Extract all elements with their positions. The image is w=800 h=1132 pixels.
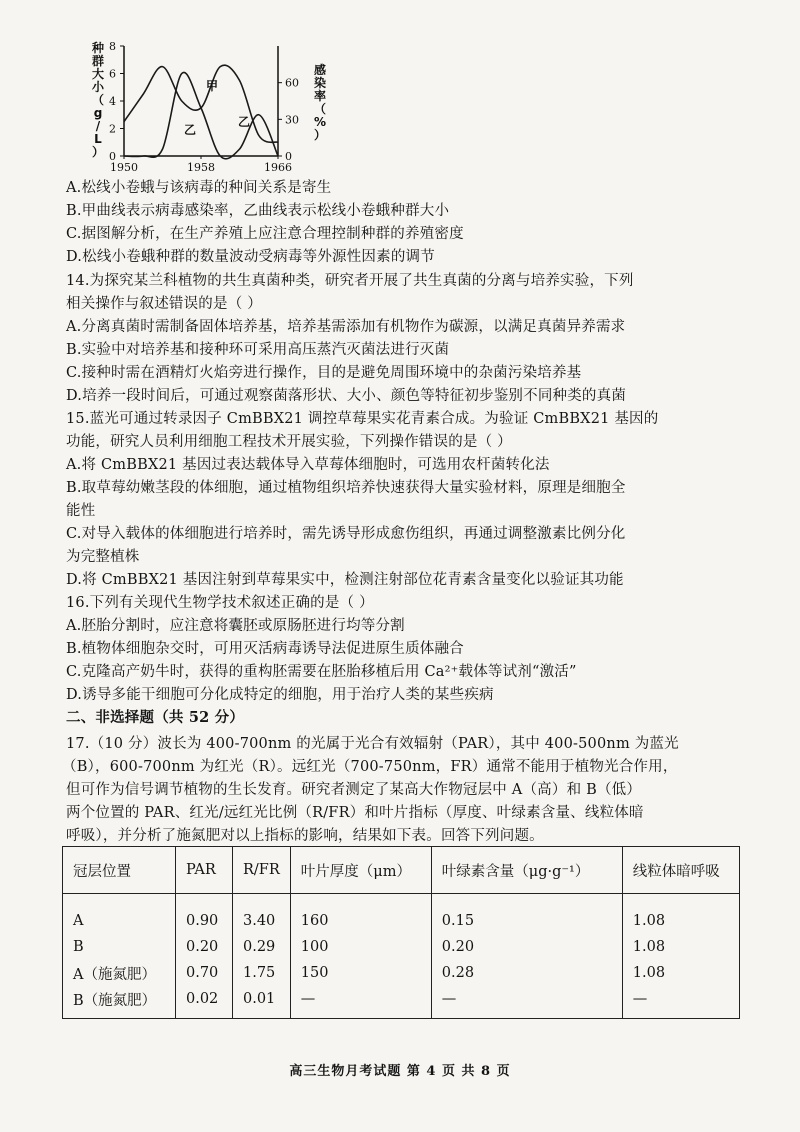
q13-option-c: C.据图解分析，在生产养殖上应注意合理控制种群的养殖密度 <box>66 226 464 242</box>
left-axis-label-char: L <box>94 132 102 146</box>
q15-stem-1: 15.蓝光可通过转录因子 CmBBX21 调控草莓果实花青素合成。为验证 CmBBX21 基因的 <box>66 411 659 427</box>
x-tick-label: 1950 <box>110 161 138 174</box>
left-axis-label-char: （ <box>91 93 105 107</box>
q15-option-c-1: C.对导入载体的体细胞进行培养时，需先诱导形成愈伤组织，再通过调整激素比例分化 <box>66 526 626 542</box>
right-axis-label-char: 率 <box>313 89 327 103</box>
q15-option-b-2: 能性 <box>66 503 96 519</box>
x-tick-label: 1958 <box>187 161 215 174</box>
table-cell: 100 <box>290 934 431 960</box>
table-row <box>63 894 740 935</box>
table-cell: B（施氮肥） <box>63 986 176 1019</box>
table-cell: 0.15 <box>431 894 622 935</box>
q15-option-d: D.将 CmBBX21 基因注射到草莓果实中，检测注射部位花青素含量变化以验证其功能 <box>66 572 624 588</box>
header-par: PAR <box>176 847 233 894</box>
q17-line-1: 17.（10 分）波长为 400-700nm 的光属于光合有效辐射（PAR），其中 400-500nm 为蓝光 <box>66 736 679 752</box>
data-table <box>62 846 740 1019</box>
table-cell: 0.28 <box>431 960 622 986</box>
q17-line-2: （B），600-700nm 为红光（R）。远红光（700-750nm，FR）通常不能用于植物光合作用， <box>62 759 678 775</box>
q15-option-b-1: B.取草莓幼嫩茎段的体细胞，通过植物组织培养快速获得大量实验材料，原理是细胞全 <box>66 480 626 496</box>
header-respiration: 线粒体暗呼吸 <box>622 847 739 894</box>
right-tick-label: 60 <box>285 76 299 90</box>
q14-option-c: C.接种时需在酒精灯火焰旁进行操作，目的是避免周围环境中的杂菌污染培养基 <box>66 365 582 381</box>
left-tick-label: 8 <box>109 40 116 53</box>
right-axis-label-char: % <box>313 115 327 129</box>
table-cell: 0.70 <box>176 960 233 986</box>
left-axis-label-char: g <box>93 106 103 120</box>
table-cell: 1.08 <box>622 934 739 960</box>
left-tick-label: 0 <box>109 150 116 163</box>
left-tick-label: 6 <box>109 67 116 81</box>
q14-stem-2: 相关操作与叙述错误的是（ ） <box>66 296 262 312</box>
q13-option-b: B.甲曲线表示病毒感染率，乙曲线表示松线小卷蛾种群大小 <box>66 203 450 219</box>
table-cell: 3.40 <box>233 894 291 935</box>
series-label: 乙 <box>238 115 251 129</box>
left-axis-label-char: 种 <box>91 41 105 55</box>
q14-option-d: D.培养一段时间后，可通过观察菌落形状、大小、颜色等特征初步鉴别不同种类的真菌 <box>66 388 627 404</box>
table-cell: 0.20 <box>176 934 233 960</box>
right-axis-label-char: （ <box>313 102 327 116</box>
q16-option-a: A.胚胎分割时，应注意将囊胚或原肠胚进行均等分割 <box>66 618 405 634</box>
section-heading: 二、非选择题（共 52 分） <box>66 709 245 726</box>
q15-option-c-2: 为完整植株 <box>66 549 140 565</box>
table-cell: 0.29 <box>233 934 291 960</box>
table-cell: 0.01 <box>233 986 291 1019</box>
series-line-yi <box>124 72 278 158</box>
header-thickness: 叶片厚度（μm） <box>290 847 431 894</box>
data-table-wrap <box>62 846 740 1019</box>
table-row <box>63 960 740 986</box>
left-axis-label-char: ） <box>91 145 105 159</box>
table-body <box>63 894 740 1019</box>
q16-option-b: B.植物体细胞杂交时，可用灭活病毒诱导法促进原生质体融合 <box>66 641 464 657</box>
table-cell: A（施氮肥） <box>63 960 176 986</box>
q13-option-d: D.松线小卷蛾种群的数量波动受病毒等外源性因素的调节 <box>66 249 435 265</box>
header-position: 冠层位置 <box>63 847 176 894</box>
table-cell: 1.08 <box>622 894 739 935</box>
left-axis-label-char: / <box>95 119 101 133</box>
population-chart <box>88 38 348 178</box>
right-axis-label-char: 感 <box>313 63 327 77</box>
table-cell: 0.90 <box>176 894 233 935</box>
table-cell: 150 <box>290 960 431 986</box>
page-footer: 高三生物月考试题 第 4 页 共 8 页 <box>289 1064 511 1079</box>
q17-line-4: 两个位置的 PAR、红光/远红光比例（R/FR）和叶片指标（厚度、叶绿素含量、线粒体暗 <box>66 805 644 821</box>
table-cell: 0.02 <box>176 986 233 1019</box>
table-header-row <box>63 847 740 894</box>
q17-line-5: 呼吸），并分析了施氮肥对以上指标的影响，结果如下表。回答下列问题。 <box>66 828 544 844</box>
q14-stem-1: 14.为探究某兰科植物的共生真菌种类，研究者开展了共生真菌的分离与培养实验，下列 <box>66 273 634 289</box>
table-cell: 0.20 <box>431 934 622 960</box>
q13-option-a: A.松线小卷蛾与该病毒的种间关系是寄生 <box>66 180 332 196</box>
header-rfr: R/FR <box>233 847 291 894</box>
table-row <box>63 934 740 960</box>
table-cell: — <box>622 986 739 1019</box>
x-tick-label: 1966 <box>264 161 292 174</box>
right-tick-label: 0 <box>285 150 292 163</box>
table-cell: — <box>431 986 622 1019</box>
right-axis-label-char: ） <box>313 128 327 142</box>
table-cell: 1.08 <box>622 960 739 986</box>
left-tick-label: 4 <box>109 95 116 108</box>
table-cell: 160 <box>290 894 431 935</box>
left-axis-label-char: 群 <box>91 54 105 68</box>
table-cell: 1.75 <box>233 960 291 986</box>
left-axis-label-char: 小 <box>91 80 105 94</box>
q16-option-d: D.诱导多能干细胞可分化成特定的细胞，用于治疗人类的某些疾病 <box>66 687 494 703</box>
q15-stem-2: 功能，研究人员利用细胞工程技术开展实验，下列操作错误的是（ ） <box>66 434 512 450</box>
left-axis-label-char: 大 <box>91 67 105 81</box>
chart-svg <box>88 38 348 178</box>
q14-option-b: B.实验中对培养基和接种环可采用高压蒸汽灭菌法进行灭菌 <box>66 342 450 358</box>
table-row <box>63 986 740 1019</box>
right-tick-label: 30 <box>285 113 299 127</box>
header-chlorophyll: 叶绿素含量（μg·g⁻¹） <box>431 847 622 894</box>
q17-line-3: 但可作为信号调节植物的生长发育。研究者测定了某高大作物冠层中 A（高）和 B（低） <box>66 782 642 798</box>
right-axis-label-char: 染 <box>313 76 327 90</box>
q15-option-a: A.将 CmBBX21 基因过表达载体导入草莓体细胞时，可选用农杆菌转化法 <box>66 457 550 473</box>
table-cell: A <box>63 894 176 935</box>
series-label: 甲 <box>206 79 219 93</box>
series-label: 乙 <box>184 123 197 137</box>
q14-option-a: A.分离真菌时需制备固体培养基，培养基需添加有机物作为碳源，以满足真菌异养需求 <box>66 319 626 335</box>
table-cell: B <box>63 934 176 960</box>
table-cell: — <box>290 986 431 1019</box>
series-line-jia <box>124 65 278 142</box>
q16-stem: 16.下列有关现代生物学技术叙述正确的是（ ） <box>66 595 374 611</box>
q16-option-c: C.克隆高产奶牛时，获得的重构胚需要在胚胎移植后用 Ca²⁺载体等试剂“激活” <box>66 664 577 680</box>
left-tick-label: 2 <box>109 122 116 136</box>
